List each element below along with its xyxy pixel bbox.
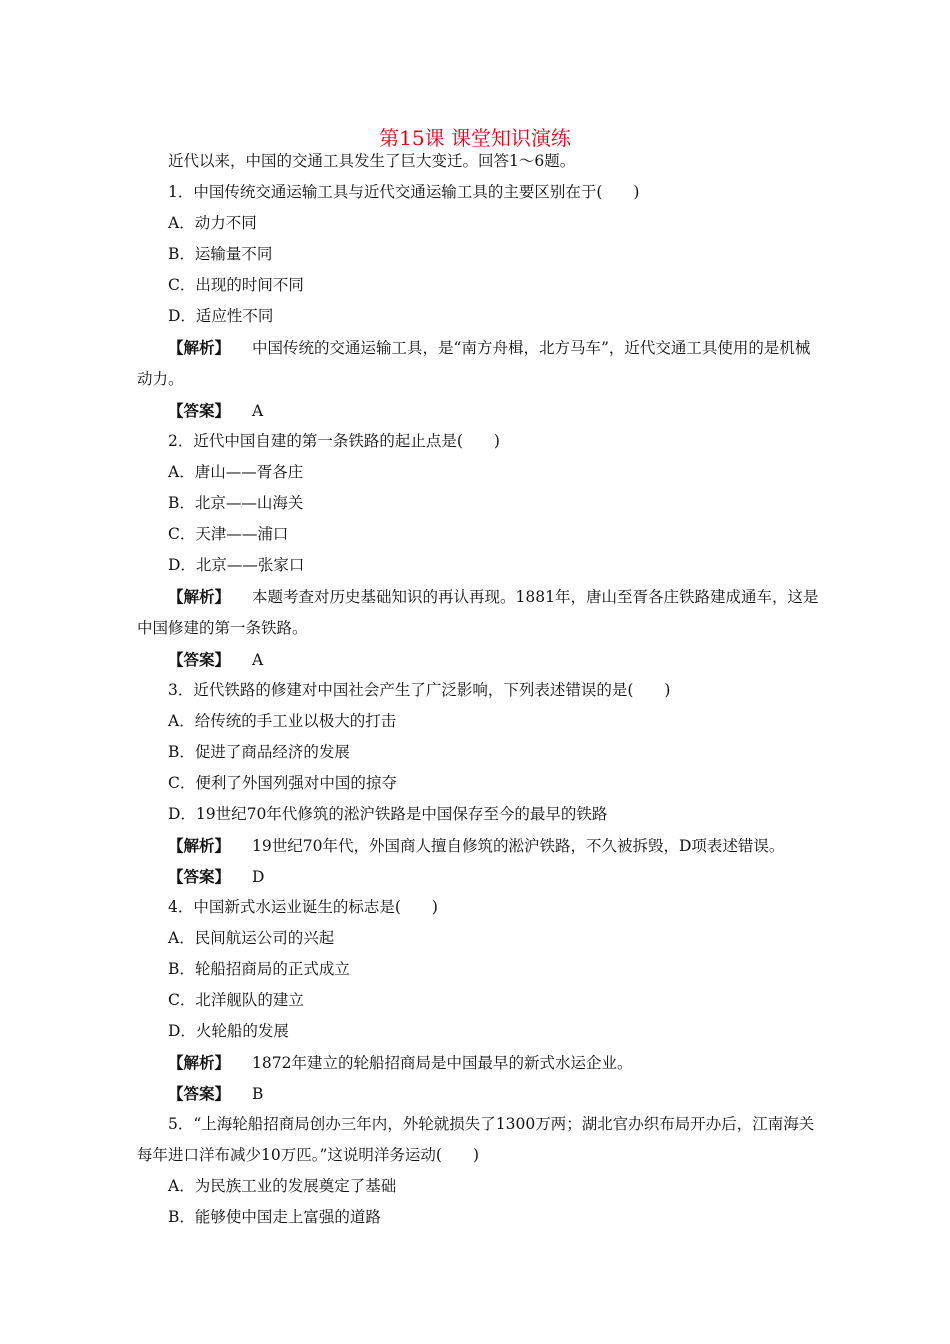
question-3-answer-value: D	[252, 868, 265, 886]
question-3-analysis	[137, 830, 825, 861]
question-5-option-b: B．能够使中国走上富强的道路	[168, 1208, 381, 1226]
question-4-answer	[137, 1078, 825, 1109]
question-4-option-a: A．民间航运公司的兴起	[168, 929, 335, 947]
question-1-analysis-text: 中国传统的交通运输工具，是“南方舟楫，北方马车”，近代交通工具使用的是机械动力。	[137, 339, 811, 388]
analysis-label: 【解析】	[168, 587, 231, 606]
answer-label: 【答案】	[168, 1084, 231, 1103]
question-2-option-a: A．唐山——胥各庄	[168, 463, 304, 481]
question-3-option-b: B．促进了商品经济的发展	[168, 743, 350, 761]
analysis-label: 【解析】	[168, 1053, 231, 1072]
question-4-answer-value: B	[252, 1085, 264, 1103]
answer-label: 【答案】	[168, 867, 231, 886]
question-3-answer	[137, 861, 825, 892]
question-3-option-a: A．给传统的手工业以极大的打击	[168, 712, 397, 730]
question-3-analysis-text: 19世纪70年代，外国商人擅自修筑的淞沪铁路，不久被拆毁，D项表述错误。	[252, 837, 785, 855]
intro-text: 近代以来，中国的交通工具发生了巨大变迁。回答1～6题。	[168, 152, 576, 170]
question-2-answer	[137, 644, 825, 675]
question-4-option-d: D．火轮船的发展	[168, 1022, 289, 1040]
analysis-label: 【解析】	[168, 338, 231, 357]
question-2-option-d: D．北京——张家口	[168, 556, 305, 574]
question-3-stem: 3．近代铁路的修建对中国社会产生了广泛影响，下列表述错误的是( )	[168, 681, 671, 699]
question-1-option-b: B．运输量不同	[168, 245, 273, 263]
question-4-analysis-text: 1872年建立的轮船招商局是中国最早的新式水运企业。	[252, 1054, 633, 1072]
question-5-stem: 5．“上海轮船招商局创办三年内，外轮就损失了1300万两；湖北官办织布局开办后，江南海关每年进口洋布减少10万匹。”这说明洋务运动( )	[137, 1115, 815, 1164]
question-5-option-a: A．为民族工业的发展奠定了基础	[168, 1177, 397, 1195]
question-2-answer-value: A	[252, 651, 264, 669]
answer-label: 【答案】	[168, 650, 231, 669]
question-2-analysis-text: 本题考查对历史基础知识的再认再现。1881年，唐山至胥各庄铁路建成通车，这是中国修建的第一条铁路。	[137, 588, 819, 637]
question-1-answer-value: A	[252, 402, 264, 420]
page-title: 第15课 课堂知识演练	[379, 126, 571, 150]
question-4-option-c: C．北洋舰队的建立	[168, 991, 304, 1009]
question-1-option-a: A．动力不同	[168, 214, 257, 232]
question-2-analysis	[137, 581, 825, 644]
answer-label: 【答案】	[168, 401, 231, 420]
analysis-label: 【解析】	[168, 836, 231, 855]
question-1-stem: 1．中国传统交通运输工具与近代交通运输工具的主要区别在于( )	[168, 183, 640, 201]
question-3-option-c: C．便利了外国列强对中国的掠夺	[168, 774, 397, 792]
question-1-analysis	[137, 332, 825, 395]
question-3-option-d: D．19世纪70年代修筑的淞沪铁路是中国保存至今的最早的铁路	[168, 805, 608, 823]
question-1-option-d: D．适应性不同	[168, 307, 274, 325]
document-body	[137, 146, 825, 1233]
question-2-option-c: C．天津——浦口	[168, 525, 289, 543]
question-2-stem: 2．近代中国自建的第一条铁路的起止点是( )	[168, 432, 500, 450]
question-4-option-b: B．轮船招商局的正式成立	[168, 960, 350, 978]
question-4-analysis	[137, 1047, 825, 1078]
question-2-option-b: B．北京——山海关	[168, 494, 304, 512]
question-1-option-c: C．出现的时间不同	[168, 276, 304, 294]
question-4-stem: 4．中国新式水运业诞生的标志是( )	[168, 898, 438, 916]
question-1-answer	[137, 395, 825, 426]
